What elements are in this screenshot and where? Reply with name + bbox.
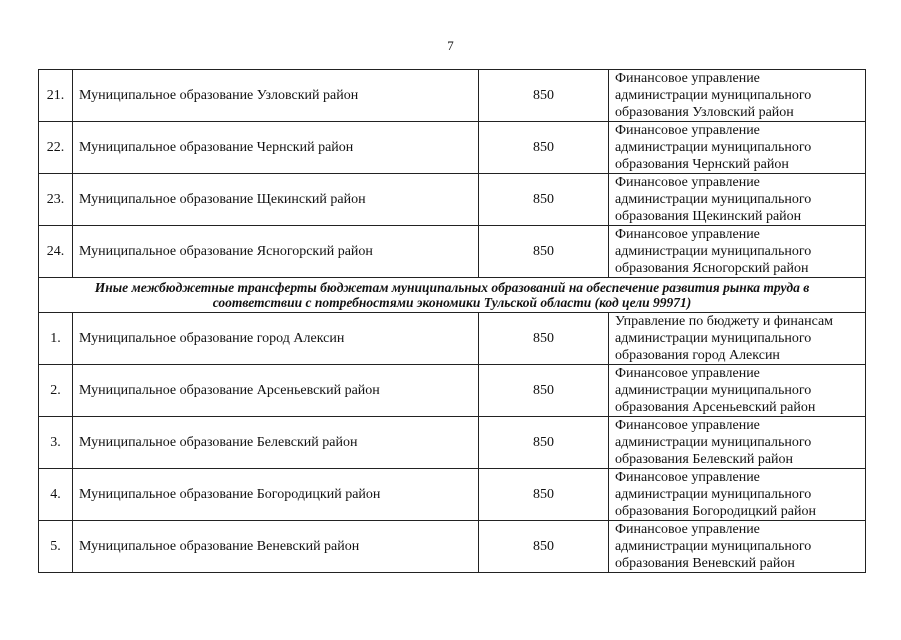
recipient-line: Финансовое управление (615, 470, 760, 485)
amount: 850 (479, 70, 609, 122)
row-number: 21. (39, 70, 73, 122)
recipient-line: образования Арсеньевский район (615, 400, 816, 415)
recipient (609, 469, 866, 521)
recipient-line: администрации муниципального (615, 244, 812, 259)
row-number: 2. (39, 365, 73, 417)
recipient-line: администрации муниципального (615, 487, 812, 502)
amount: 850 (479, 521, 609, 573)
amount: 850 (479, 226, 609, 278)
recipient-line: образования Богородицкий район (615, 504, 816, 519)
recipient-line: администрации муниципального (615, 331, 812, 346)
recipient (609, 365, 866, 417)
allocation-table (38, 69, 866, 573)
recipient-line: администрации муниципального (615, 383, 812, 398)
table-row (39, 122, 866, 174)
recipient-line: образования город Алексин (615, 348, 780, 363)
recipient (609, 70, 866, 122)
table-row (39, 417, 866, 469)
recipient-line: образования Чернский район (615, 157, 789, 172)
row-number: 4. (39, 469, 73, 521)
table-row (39, 521, 866, 573)
municipality-name: Муниципальное образование Ясногорский район (73, 226, 479, 278)
municipality-name: Муниципальное образование Узловский район (73, 70, 479, 122)
row-number: 22. (39, 122, 73, 174)
municipality-name: Муниципальное образование Белевский район (73, 417, 479, 469)
page-number: 7 (447, 38, 454, 53)
section-heading (39, 278, 866, 313)
table-row (39, 226, 866, 278)
recipient-line: Финансовое управление (615, 418, 760, 433)
table-row (39, 70, 866, 122)
table-row (39, 365, 866, 417)
recipient-line: Финансовое управление (615, 366, 760, 381)
row-number: 3. (39, 417, 73, 469)
municipality-name: Муниципальное образование Арсеньевский район (73, 365, 479, 417)
row-number: 23. (39, 174, 73, 226)
recipient (609, 313, 866, 365)
recipient (609, 417, 866, 469)
recipient-line: Финансовое управление (615, 71, 760, 86)
section-heading-row (39, 278, 866, 313)
recipient-line: администрации муниципального (615, 88, 812, 103)
recipient-line: Управление по бюджету и финансам (615, 314, 834, 329)
recipient (609, 226, 866, 278)
amount: 850 (479, 469, 609, 521)
municipality-name: Муниципальное образование Чернский район (73, 122, 479, 174)
recipient (609, 174, 866, 226)
recipient-line: образования Веневский район (615, 556, 795, 571)
recipient-line: образования Белевский район (615, 452, 794, 467)
recipient-line: администрации муниципального (615, 435, 812, 450)
recipient-line: Финансовое управление (615, 522, 760, 537)
amount: 850 (479, 122, 609, 174)
section-heading-line: Иные межбюджетные трансферты бюджетам муниципальных образований на обеспечение развития рынка труда в (94, 280, 810, 295)
recipient-line: Финансовое управление (615, 227, 760, 242)
recipient-line: образования Щекинский район (615, 209, 802, 224)
recipient-line: образования Узловский район (615, 105, 794, 120)
amount: 850 (479, 417, 609, 469)
table-row (39, 174, 866, 226)
row-number: 1. (39, 313, 73, 365)
recipient-line: образования Ясногорский район (615, 261, 809, 276)
amount: 850 (479, 313, 609, 365)
row-number: 24. (39, 226, 73, 278)
municipality-name: Муниципальное образование Веневский район (73, 521, 479, 573)
recipient-line: Финансовое управление (615, 175, 760, 190)
section-heading-line: соответствии с потребностями экономики Тульской области (код цели 99971) (212, 295, 692, 310)
row-number: 5. (39, 521, 73, 573)
amount: 850 (479, 174, 609, 226)
recipient-line: администрации муниципального (615, 140, 812, 155)
municipality-name: Муниципальное образование город Алексин (73, 313, 479, 365)
amount: 850 (479, 365, 609, 417)
municipality-name: Муниципальное образование Щекинский район (73, 174, 479, 226)
recipient (609, 521, 866, 573)
table-row (39, 469, 866, 521)
table-row (39, 313, 866, 365)
recipient-line: Финансовое управление (615, 123, 760, 138)
municipality-name: Муниципальное образование Богородицкий район (73, 469, 479, 521)
recipient-line: администрации муниципального (615, 192, 812, 207)
recipient-line: администрации муниципального (615, 539, 812, 554)
recipient (609, 122, 866, 174)
